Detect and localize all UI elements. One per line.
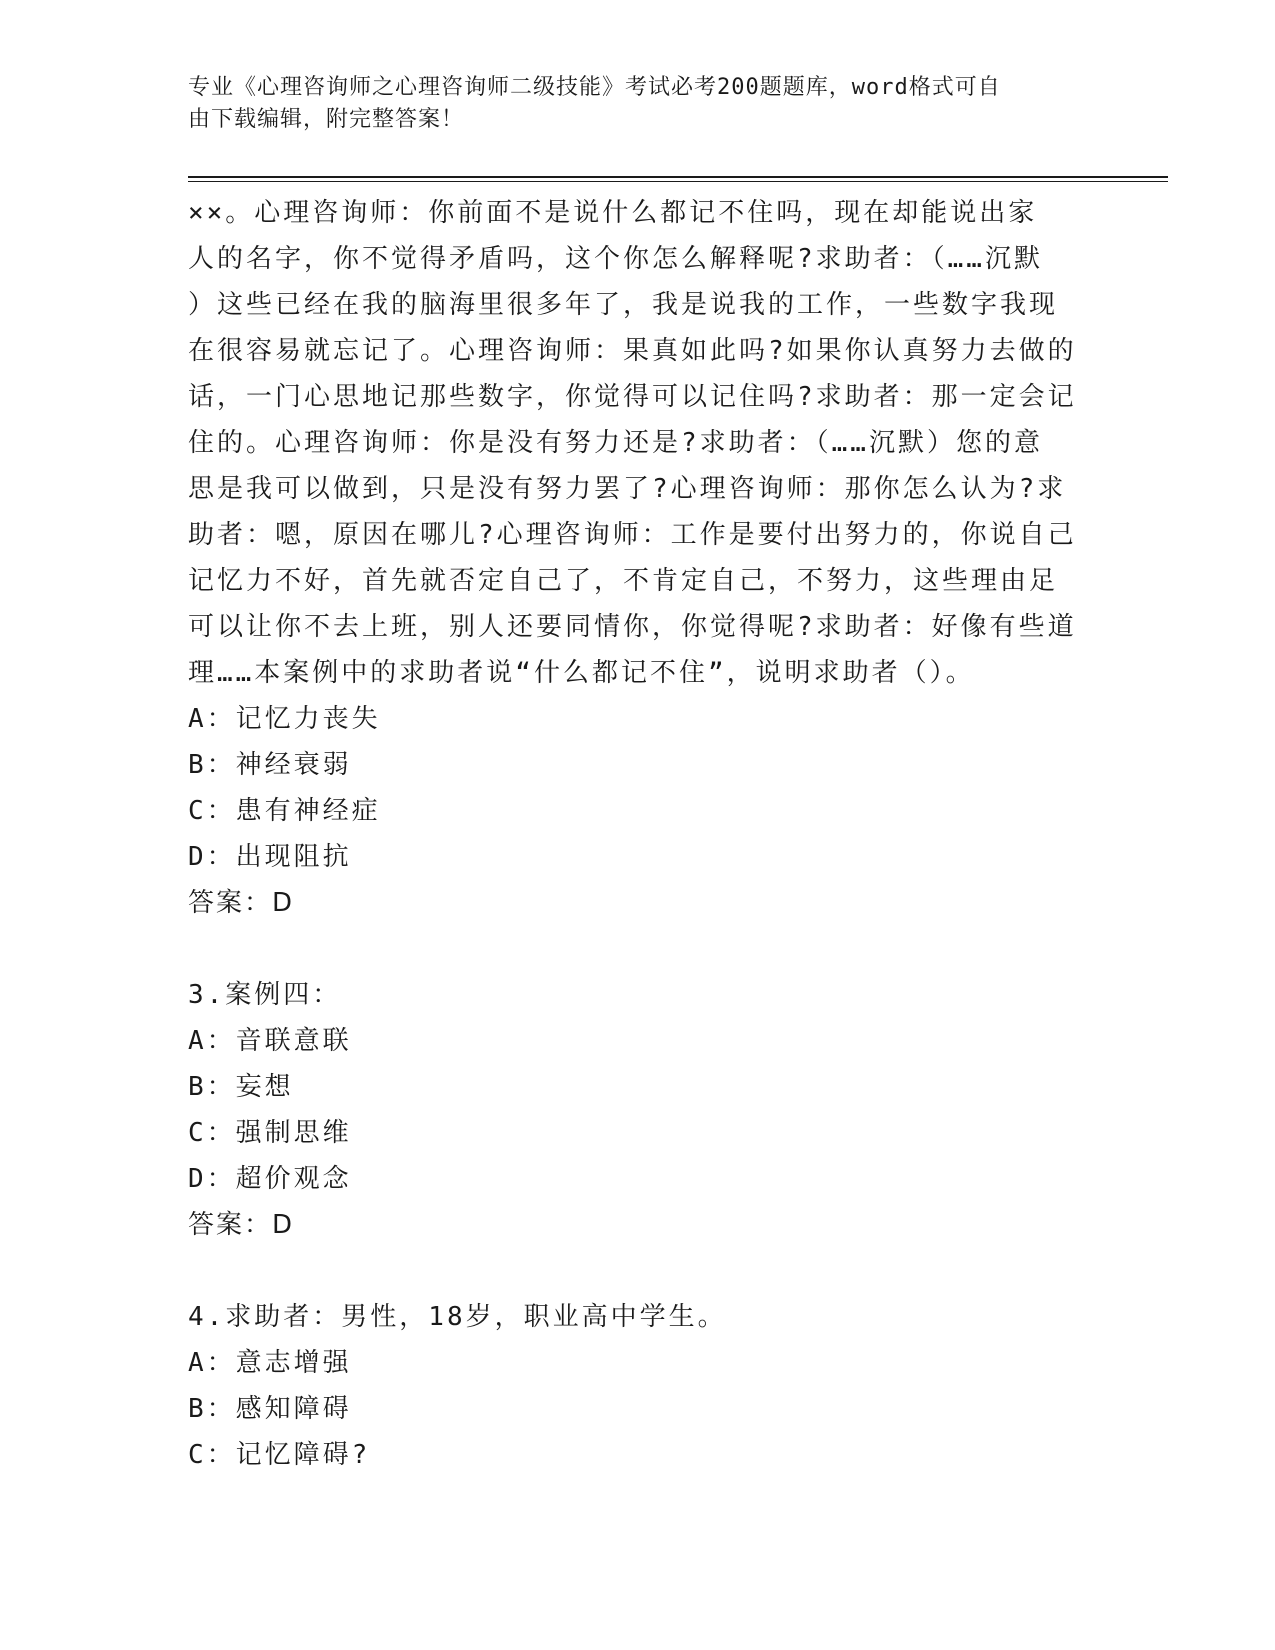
document-body — [188, 190, 1088, 1478]
question-text-line: 人的名字，你不觉得矛盾吗，这个你怎么解释呢?求助者：（……沉默 — [188, 244, 1043, 274]
question-text-line: ）这些已经在我的脑海里很多年了，我是说我的工作，一些数字我现 — [188, 290, 1059, 320]
question-4-title: 4.求助者：男性，18岁，职业高中学生。 — [188, 1302, 727, 1332]
question-2 — [188, 190, 1088, 926]
question-3 — [188, 972, 1088, 1248]
option-b: B：感知障碍 — [188, 1394, 352, 1424]
question-4 — [188, 1294, 1088, 1478]
option-a: A：音联意联 — [188, 1026, 352, 1056]
option-d: D：超价观念 — [188, 1164, 352, 1194]
question-text-line: 话，一门心思地记那些数字，你觉得可以记住吗?求助者：那一定会记 — [188, 382, 1077, 412]
question-text-line: 记忆力不好，首先就否定自己了，不肯定自己，不努力，这些理由足 — [188, 566, 1059, 596]
question-text-line: 在很容易就忘记了。心理咨询师：果真如此吗?如果你认真努力去做的 — [188, 336, 1077, 366]
header-rule-thin — [188, 181, 1168, 182]
question-text-line: 可以让你不去上班，别人还要同情你，你觉得呢?求助者：好像有些道 — [188, 612, 1077, 642]
option-a: A：意志增强 — [188, 1348, 352, 1378]
answer-line: 答案：D — [188, 888, 295, 918]
option-b: B：神经衰弱 — [188, 750, 352, 780]
question-2-text — [188, 190, 1088, 696]
answer-line: 答案：D — [188, 1210, 295, 1240]
option-c: C：患有神经症 — [188, 796, 381, 826]
question-text-line: 思是我可以做到，只是没有努力罢了?心理咨询师：那你怎么认为?求 — [188, 474, 1067, 504]
question-text-line: 理……本案例中的求助者说“什么都记不住”，说明求助者（）。 — [188, 658, 975, 688]
header-rule-thick — [188, 176, 1168, 178]
header-line-1: 专业《心理咨询师之心理咨询师二级技能》考试必考200题题库，word格式可自 — [188, 75, 1001, 100]
question-text-line: ××。心理咨询师：你前面不是说什么都记不住吗，现在却能说出家 — [188, 198, 1038, 228]
question-spacer — [188, 926, 1088, 972]
option-c: C：记忆障碍? — [188, 1440, 371, 1470]
header-line-2: 由下载编辑，附完整答案！ — [188, 107, 465, 132]
question-text-line: 助者：嗯，原因在哪儿?心理咨询师：工作是要付出努力的，你说自己 — [188, 520, 1077, 550]
document-header — [188, 72, 1088, 136]
option-a: A：记忆力丧失 — [188, 704, 381, 734]
option-b: B：妄想 — [188, 1072, 294, 1102]
question-text-line: 住的。心理咨询师：你是没有努力还是?求助者：（……沉默）您的意 — [188, 428, 1043, 458]
question-3-title: 3.案例四： — [188, 980, 342, 1010]
question-spacer — [188, 1248, 1088, 1294]
option-d: D：出现阻抗 — [188, 842, 352, 872]
option-c: C：强制思维 — [188, 1118, 352, 1148]
